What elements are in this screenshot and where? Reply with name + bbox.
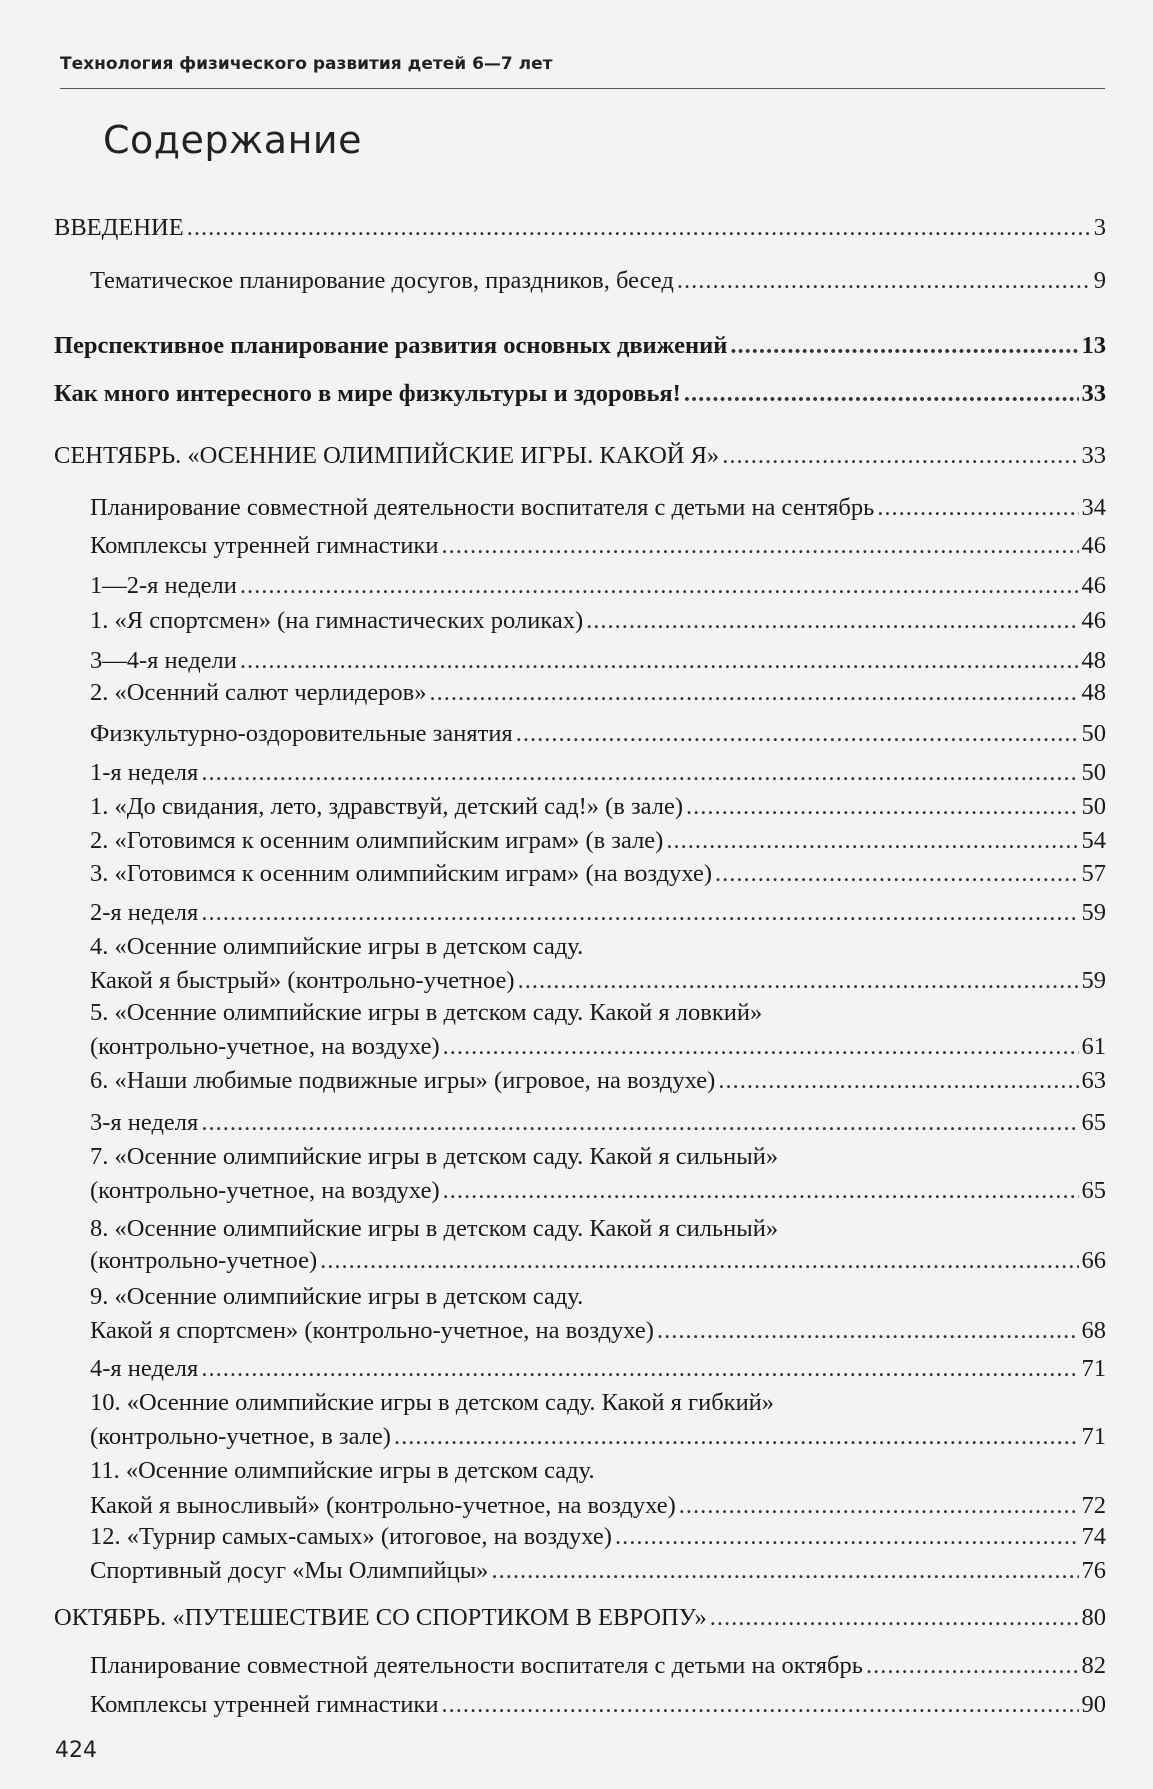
toc-entry (90, 1455, 1106, 1486)
toc-entry (90, 897, 1106, 928)
toc-entry-title: Планирование совместной деятельности воспитателя с детьми на сентябрь (90, 494, 875, 521)
toc-entry-page: 63 (1081, 1067, 1106, 1094)
toc-entry (90, 757, 1106, 788)
toc-entry (90, 1175, 1106, 1206)
toc-entry (90, 1141, 1106, 1172)
toc-entry-page: 46 (1081, 532, 1106, 559)
toc-entry-title: 5. «Осенние олимпийские игры в детском саду. Какой я ловкий» (90, 999, 763, 1026)
toc-entry-page: 82 (1081, 1652, 1106, 1679)
toc-entry-page: 65 (1081, 1109, 1106, 1136)
running-header: Технология физического развития детей 6—7 лет (60, 54, 553, 74)
toc-entry (90, 1031, 1106, 1062)
toc-entry-page: 34 (1081, 494, 1106, 521)
toc-entry (90, 677, 1106, 708)
toc-leader-dots (677, 265, 1091, 296)
toc-leader-dots (394, 1421, 1079, 1452)
toc-entry-title: Планирование совместной деятельности воспитателя с детьми на октябрь (90, 1652, 863, 1679)
toc-entry-title: 12. «Турнир самых-самых» (итоговое, на воздухе) (90, 1523, 612, 1550)
toc-entry-page: 66 (1081, 1247, 1106, 1274)
toc-entry-page: 48 (1081, 647, 1106, 674)
toc-entry-page: 72 (1081, 1492, 1106, 1519)
toc-entry-title: 1—2-я недели (90, 572, 237, 599)
toc-entry-page: 33 (1081, 380, 1106, 407)
toc-leader-dots (443, 1175, 1079, 1206)
toc-entry-title: Физкультурно-оздоровительные занятия (90, 720, 513, 747)
toc-leader-dots (518, 965, 1079, 996)
toc-leader-dots (679, 1490, 1079, 1521)
toc-leader-dots (201, 1107, 1078, 1138)
toc-entry-title: Какой я спортсмен» (контрольно-учетное, на воздухе) (90, 1317, 654, 1344)
toc-entry (90, 1213, 1106, 1244)
toc-entry-title: 11. «Осенние олимпийские игры в детском саду. (90, 1457, 595, 1484)
toc-entry-title: (контрольно-учетное) (90, 1247, 318, 1274)
toc-entry-page: 46 (1081, 572, 1106, 599)
toc-entry (90, 492, 1106, 523)
toc-entry (90, 718, 1106, 749)
toc-entry (90, 265, 1106, 296)
toc-entry-page: 61 (1081, 1033, 1106, 1060)
toc-leader-dots (441, 1689, 1078, 1720)
toc-entry (54, 440, 1106, 471)
toc-entry-title: Комплексы утренней гимнастики (90, 532, 439, 559)
toc-entry (90, 605, 1106, 636)
toc-entry-page: 65 (1081, 1177, 1106, 1204)
toc-entry (90, 1281, 1106, 1312)
toc-entry-title: 10. «Осенние олимпийские игры в детском саду. Какой я гибкий» (90, 1389, 775, 1416)
toc-entry-page: 54 (1081, 827, 1106, 854)
toc-entry (54, 330, 1106, 361)
toc-entry (90, 1555, 1106, 1586)
toc-entry-title: 1. «До свидания, лето, здравствуй, детский сад!» (в зале) (90, 793, 684, 820)
toc-leader-dots (443, 1031, 1079, 1062)
toc-entry-title: (контрольно-учетное, в зале) (90, 1423, 391, 1450)
toc-entry (90, 1107, 1106, 1138)
toc-entry-page: 3 (1093, 214, 1106, 241)
toc-entry-title: Тематическое планирование досугов, праздников, бесед (90, 267, 674, 294)
toc-entry-page: 71 (1081, 1355, 1106, 1382)
toc-entry-title: 6. «Наши любимые подвижные игры» (игровое, на воздухе) (90, 1067, 716, 1094)
toc-entry (90, 530, 1106, 561)
toc-entry (90, 645, 1106, 676)
toc-leader-dots (722, 440, 1078, 471)
header-rule (60, 88, 1105, 89)
toc-entry-page: 76 (1081, 1557, 1106, 1584)
toc-entry (90, 858, 1106, 889)
toc-entry (90, 1245, 1106, 1276)
toc-entry-title: 3. «Готовимся к осенним олимпийским играм» (на воздухе) (90, 860, 712, 887)
toc-entry (90, 570, 1106, 601)
toc-leader-dots (877, 492, 1078, 523)
toc-entry-title: 8. «Осенние олимпийские игры в детском саду. Какой я сильный» (90, 1215, 779, 1242)
toc-leader-dots (666, 825, 1078, 856)
toc-leader-dots (715, 858, 1079, 889)
toc-entry (54, 212, 1106, 243)
page-number: 424 (55, 1738, 97, 1763)
toc-entry (90, 1650, 1106, 1681)
toc-leader-dots (187, 212, 1091, 243)
toc-entry-title: 2. «Готовимся к осенним олимпийским играм» (в зале) (90, 827, 664, 854)
toc-entry-page: 57 (1081, 860, 1106, 887)
toc-entry (54, 1602, 1106, 1633)
toc-entry-title: СЕНТЯБРЬ. «ОСЕННИЕ ОЛИМПИЙСКИЕ ИГРЫ. КАКОЙ Я» (54, 442, 720, 469)
toc-leader-dots (684, 378, 1079, 409)
toc-entry (90, 825, 1106, 856)
toc-leader-dots (718, 1065, 1078, 1096)
toc-entry (90, 997, 1106, 1028)
toc-entry-title: 3-я неделя (90, 1109, 199, 1136)
toc-entry (90, 1521, 1106, 1552)
toc-entry-title: Перспективное планирование развития основных движений (54, 332, 728, 359)
toc-entry (90, 931, 1106, 962)
toc-entry-title: Какой я выносливый» (контрольно-учетное, на воздухе) (90, 1492, 676, 1519)
toc-leader-dots (201, 757, 1078, 788)
toc-leader-dots (866, 1650, 1079, 1681)
toc-entry-page: 68 (1081, 1317, 1106, 1344)
toc-entry-page: 48 (1081, 679, 1106, 706)
toc-leader-dots (586, 605, 1078, 636)
toc-leader-dots (201, 897, 1078, 928)
toc-entry (90, 1689, 1106, 1720)
toc-entry-page: 80 (1081, 1604, 1106, 1631)
toc-entry (90, 1353, 1106, 1384)
toc-entry-page: 90 (1081, 1691, 1106, 1718)
toc-entry-title: 4-я неделя (90, 1355, 199, 1382)
toc-leader-dots (491, 1555, 1078, 1586)
toc-leader-dots (686, 791, 1078, 822)
toc-entry-page: 74 (1081, 1523, 1106, 1550)
toc-leader-dots (429, 677, 1078, 708)
toc-entry-page: 50 (1081, 793, 1106, 820)
toc-entry-page: 71 (1081, 1423, 1106, 1450)
toc-entry (90, 1315, 1106, 1346)
toc-entry (90, 791, 1106, 822)
toc-entry-title: ОКТЯБРЬ. «ПУТЕШЕСТВИЕ СО СПОРТИКОМ В ЕВРОПУ» (54, 1604, 707, 1631)
toc-entry-title: 2-я неделя (90, 899, 199, 926)
toc-entry-title: 4. «Осенние олимпийские игры в детском саду. (90, 933, 584, 960)
toc-entry-page: 9 (1093, 267, 1106, 294)
toc-entry (90, 1387, 1106, 1418)
toc-leader-dots (730, 330, 1078, 361)
toc-leader-dots (710, 1602, 1079, 1633)
toc-title: Содержание (103, 118, 362, 162)
toc-entry-title: ВВЕДЕНИЕ (54, 214, 184, 241)
toc-leader-dots (516, 718, 1079, 749)
toc-entry (90, 1065, 1106, 1096)
toc-entry-title: Комплексы утренней гимнастики (90, 1691, 439, 1718)
toc-entry-page: 13 (1081, 332, 1106, 359)
toc-entry-title: 7. «Осенние олимпийские игры в детском саду. Какой я сильный» (90, 1143, 779, 1170)
toc-entry-page: 50 (1081, 720, 1106, 747)
toc-entry-title: Спортивный досуг «Мы Олимпийцы» (90, 1557, 489, 1584)
toc-entry-page: 50 (1081, 759, 1106, 786)
toc-leader-dots (657, 1315, 1079, 1346)
toc-entry-page: 59 (1081, 899, 1106, 926)
toc-entry-title: (контрольно-учетное, на воздухе) (90, 1033, 440, 1060)
toc-entry-title: 1. «Я спортсмен» (на гимнастических роликах) (90, 607, 584, 634)
toc-entry (54, 378, 1106, 409)
toc-leader-dots (240, 570, 1079, 601)
toc-entry (90, 1490, 1106, 1521)
toc-entry-page: 59 (1081, 967, 1106, 994)
toc-entry (90, 965, 1106, 996)
toc-leader-dots (320, 1245, 1078, 1276)
toc-entry-title: (контрольно-учетное, на воздухе) (90, 1177, 440, 1204)
toc-entry-title: 2. «Осенний салют черлидеров» (90, 679, 427, 706)
toc-entry-title: Как много интересного в мире физкультуры и здоровья! (54, 380, 681, 407)
toc-entry-page: 46 (1081, 607, 1106, 634)
toc-entry-page: 33 (1081, 442, 1106, 469)
toc-leader-dots (240, 645, 1079, 676)
toc-entry-title: Какой я быстрый» (контрольно-учетное) (90, 967, 515, 994)
toc-entry-title: 3—4-я недели (90, 647, 237, 674)
toc-entry-title: 1-я неделя (90, 759, 199, 786)
toc-leader-dots (615, 1521, 1079, 1552)
toc-leader-dots (441, 530, 1078, 561)
toc-entry-title: 9. «Осенние олимпийские игры в детском саду. (90, 1283, 584, 1310)
toc-entry (90, 1421, 1106, 1452)
toc-leader-dots (201, 1353, 1078, 1384)
